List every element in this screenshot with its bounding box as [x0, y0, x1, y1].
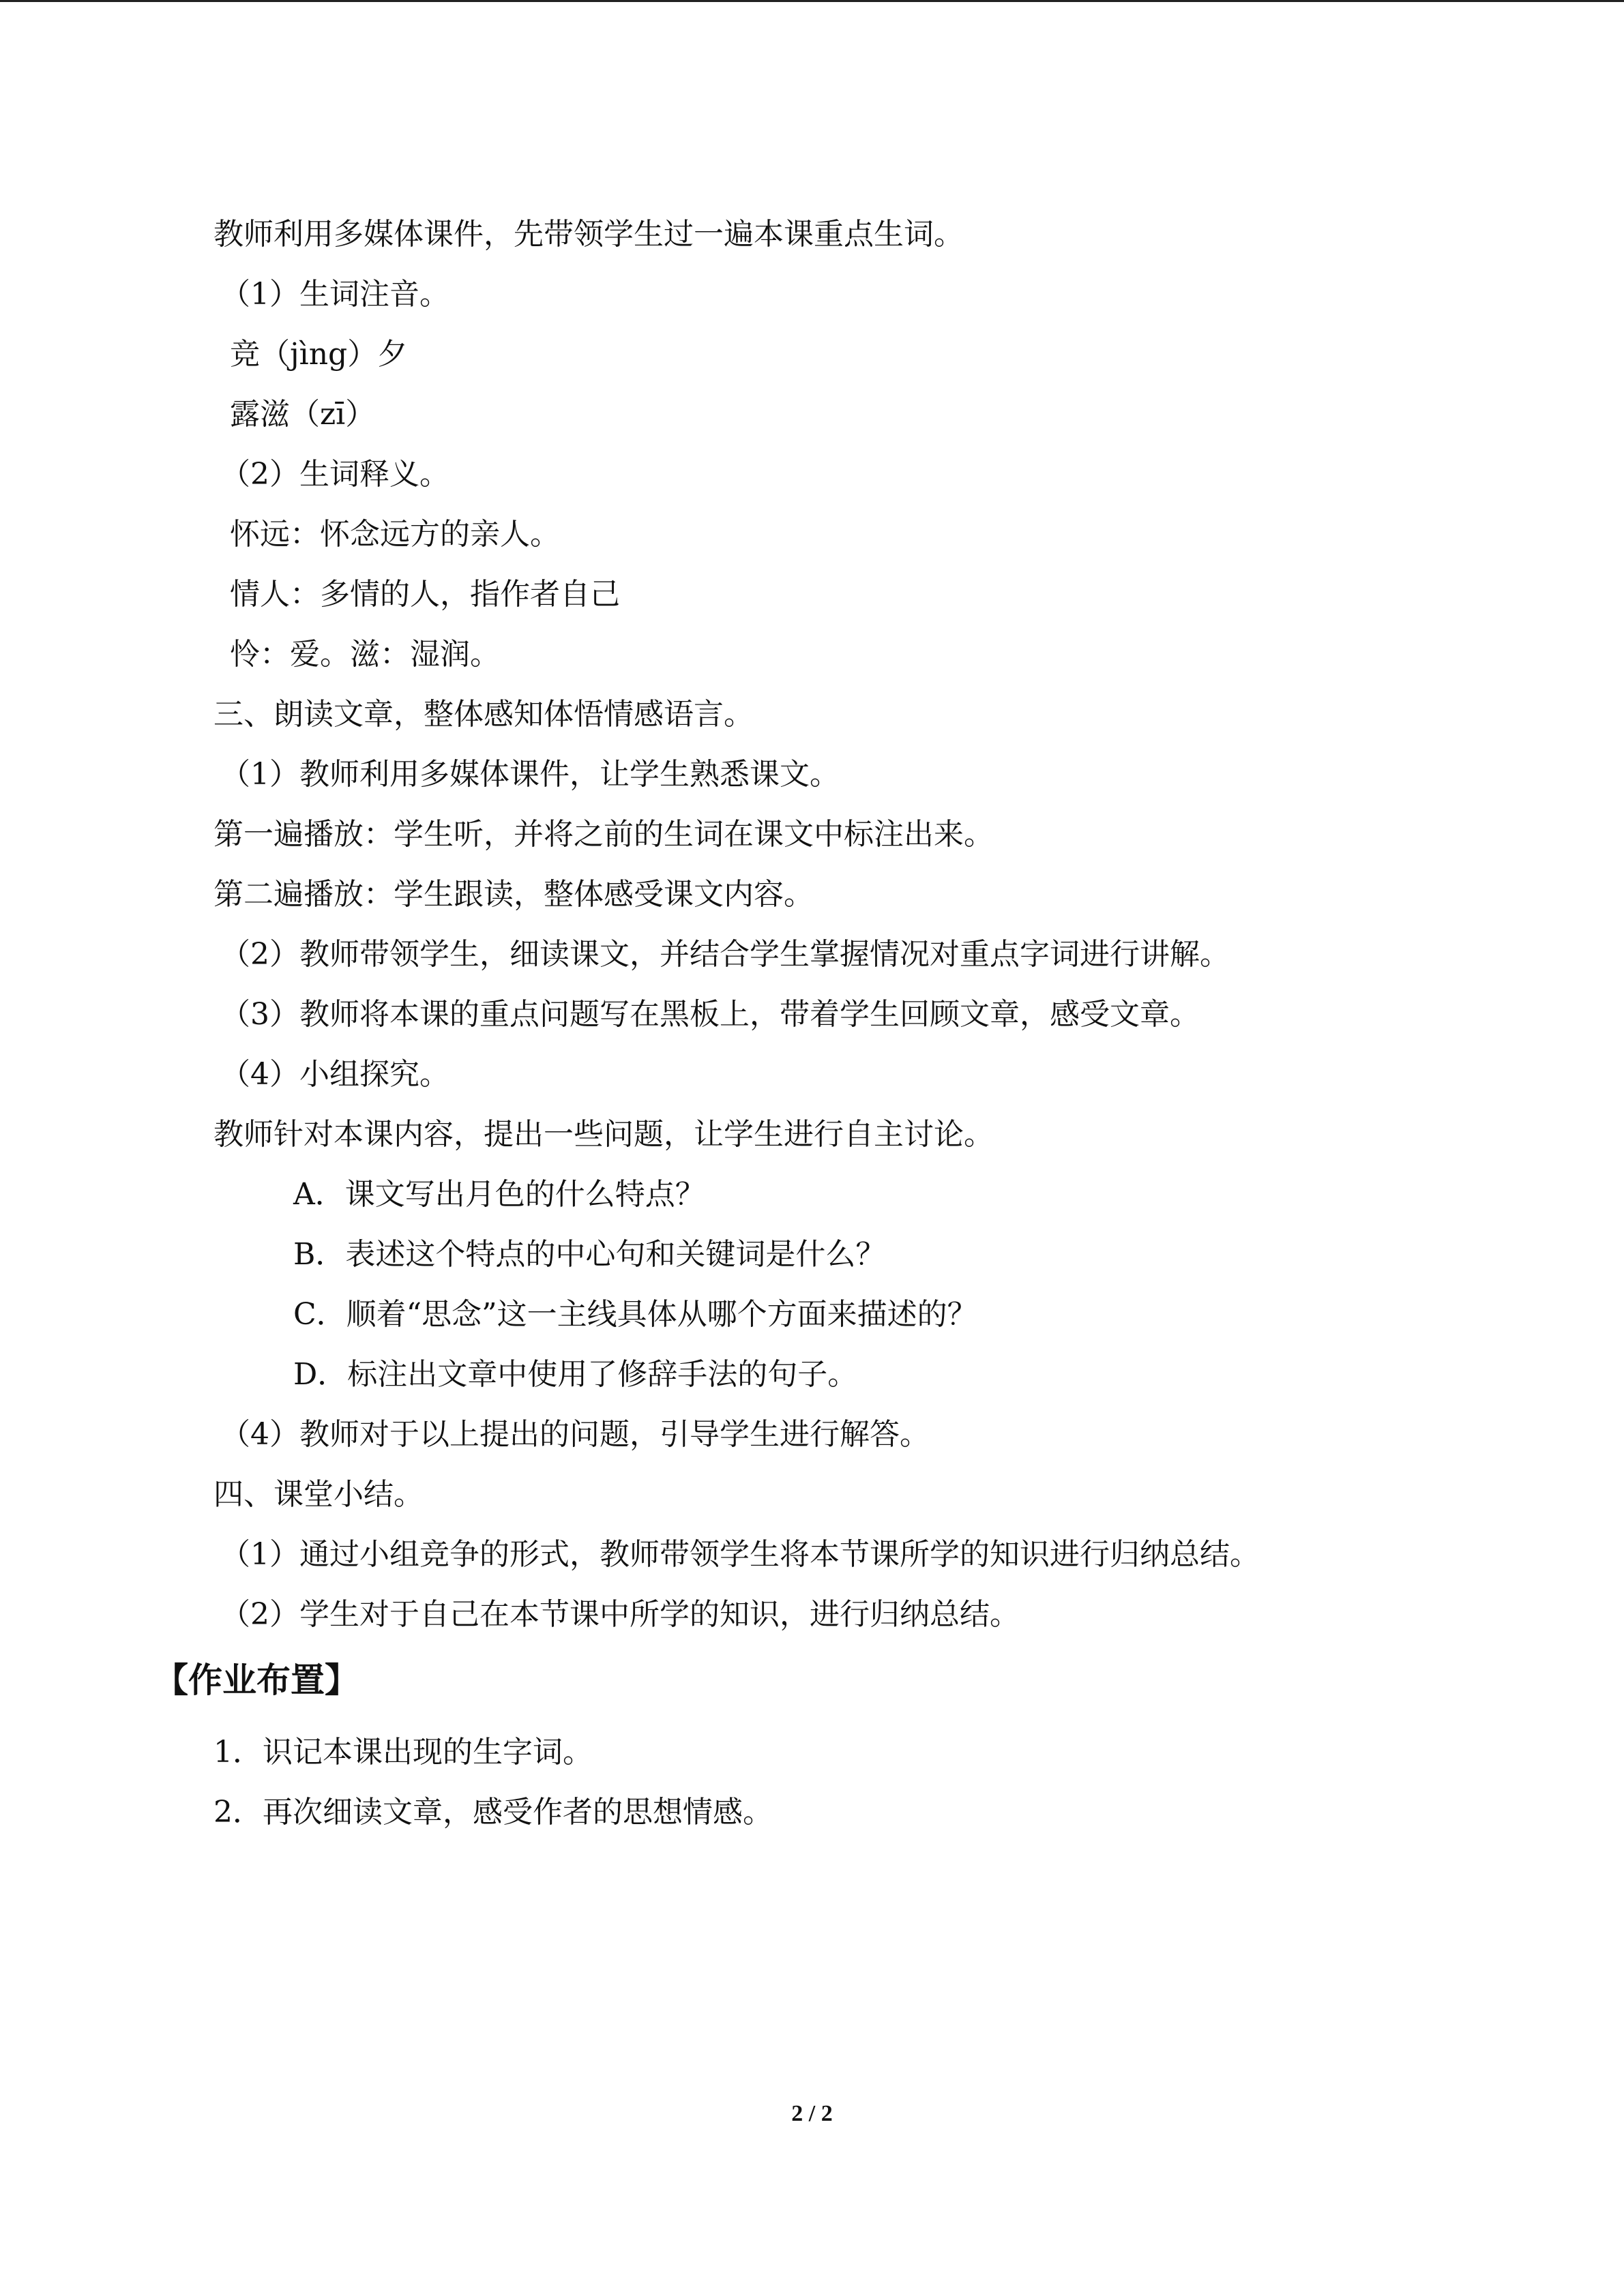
homework-item: 1．识记本课出现的生字词。: [213, 1735, 593, 1770]
paragraph-line: 教师利用多媒体课件，先带领学生过一遍本课重点生词。: [213, 217, 964, 252]
paragraph-line: （1）通过小组竞争的形式，教师带领学生将本节课所学的知识进行归纳总结。: [220, 1537, 1260, 1572]
question-item: B．表述这个特点的中心句和关键词是什么？: [293, 1237, 886, 1272]
paragraph-line: （2）生词释义。: [220, 457, 449, 492]
paragraph-line: 情人：多情的人，指作者自己: [230, 577, 620, 612]
question-item: A．课文写出月色的什么特点？: [293, 1177, 705, 1212]
paragraph-line: （4）小组探究。: [220, 1057, 449, 1092]
paragraph-line: 第二遍播放：学生跟读，整体感受课文内容。: [213, 877, 814, 912]
question-item: D．标注出文章中使用了修辞手法的句子。: [293, 1357, 858, 1392]
paragraph-line: 怀远：怀念远方的亲人。: [230, 517, 560, 552]
paragraph-line: 教师针对本课内容，提出一些问题，让学生进行自主讨论。: [213, 1117, 994, 1152]
homework-item: 2．再次细读文章，感受作者的思想情感。: [213, 1795, 773, 1830]
paragraph-line: （2）教师带领学生，细读课文，并结合学生掌握情况对重点字词进行讲解。: [220, 937, 1230, 972]
paragraph-line: （3）教师将本课的重点问题写在黑板上，带着学生回顾文章，感受文章。: [220, 997, 1200, 1032]
paragraph-line: （4）教师对于以上提出的问题，引导学生进行解答。: [220, 1417, 930, 1452]
paragraph-line: （1）教师利用多媒体课件，让学生熟悉课文。: [220, 757, 840, 792]
paragraph-line: 第一遍播放：学生听，并将之前的生词在课文中标注出来。: [213, 817, 994, 852]
section-heading-line: 三、朗读文章，整体感知体悟情感语言。: [213, 697, 754, 732]
paragraph-line: （2）学生对于自己在本节课中所学的知识，进行归纳总结。: [220, 1597, 1020, 1632]
paragraph-line: （1）生词注音。: [220, 277, 449, 312]
section-heading-line: 四、课堂小结。: [213, 1477, 424, 1512]
homework-heading: 【作业布置】: [154, 1660, 359, 1700]
question-item: C．顺着“思念”这一主线具体从哪个方面来描述的？: [293, 1297, 977, 1332]
paragraph-line: 露滋（zī）: [230, 397, 376, 432]
page-number: 2 / 2: [791, 2101, 833, 2126]
top-border-line: [0, 0, 1624, 2]
paragraph-line: 竞（jìng）夕: [230, 337, 408, 372]
paragraph-line: 怜：爱。滋：湿润。: [230, 637, 500, 672]
